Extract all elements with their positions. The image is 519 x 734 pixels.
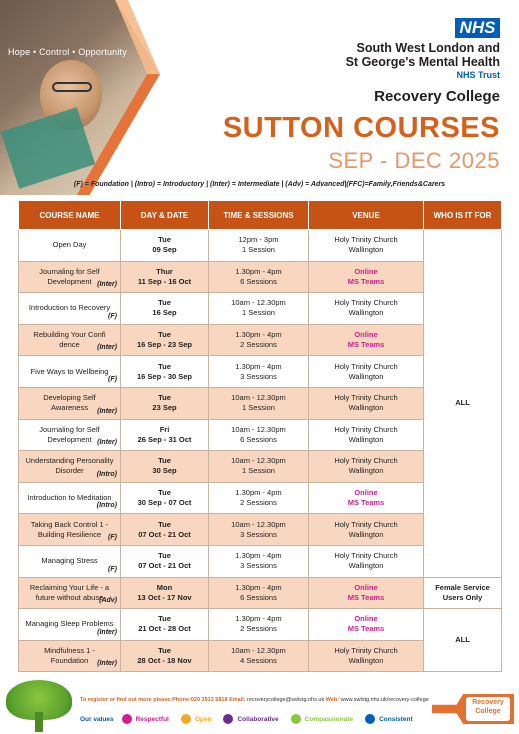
course-name-cell	[19, 514, 121, 546]
course-date: 16 Sep - 30 Sep	[136, 371, 193, 381]
column-header: COURSE NAME	[19, 201, 121, 230]
venue-line-1: Online	[354, 266, 378, 276]
audience-cell: Female Service Users Only	[424, 577, 502, 609]
venue-cell	[309, 356, 424, 388]
venue-line-2: Wallington	[348, 403, 384, 413]
venue-line-2: Wallington	[348, 561, 384, 571]
venue-cell	[309, 577, 424, 609]
course-name: Managing Sleep Problems	[25, 619, 114, 629]
value-item	[181, 714, 212, 724]
table-row	[19, 577, 502, 609]
venue-cell	[309, 419, 424, 451]
nhs-logo: NHS	[455, 18, 500, 38]
course-time: 1.30pm - 4pm	[235, 266, 282, 276]
venue-line-2: Wallington	[348, 245, 384, 255]
time-sessions-cell	[209, 324, 309, 356]
course-sessions: 1 Session	[242, 308, 275, 318]
value-icon	[122, 714, 132, 724]
course-sessions: 1 Session	[242, 403, 275, 413]
course-time: 10am - 12.30pm	[231, 519, 286, 529]
level-key: (F) = Foundation | (Intro) = Introductory | (Inter) = Intermediate | (Adv) = Advanced|(FFC)=Family,Friends&Carers	[73, 181, 446, 188]
audience-cell: ALL	[424, 609, 502, 672]
course-day: Mon	[156, 582, 173, 592]
course-name-cell	[19, 451, 121, 483]
day-date-cell	[121, 577, 209, 609]
web-label: Web:	[325, 697, 340, 703]
course-time: 1.30pm - 4pm	[235, 330, 282, 340]
course-time: 1.30pm - 4pm	[235, 582, 282, 592]
column-header: TIME & SESSIONS	[209, 201, 309, 230]
course-name-cell	[19, 609, 121, 641]
time-sessions-cell	[209, 514, 309, 546]
time-sessions-cell	[209, 261, 309, 293]
course-day: Tue	[158, 361, 171, 371]
venue-line-2: Wallington	[348, 529, 384, 539]
hero-glasses	[52, 82, 92, 92]
course-time: 1.30pm - 4pm	[235, 551, 282, 561]
values-row	[80, 714, 432, 724]
tree-trunk	[35, 712, 43, 732]
venue-line-2: Wallington	[348, 371, 384, 381]
venue-line-2: MS Teams	[347, 340, 385, 350]
day-date-cell	[121, 387, 209, 419]
venue-line-1: Holy Trinity Church	[334, 646, 398, 656]
course-name: Developing Self Awareness	[43, 393, 96, 413]
course-level: (F)	[108, 565, 117, 573]
venue-line-1: Online	[354, 488, 378, 498]
venue-cell	[309, 261, 424, 293]
venue-line-2: Wallington	[348, 466, 384, 476]
web-link[interactable]: www.swlstg.nhs.uk/recovery-college	[340, 697, 429, 703]
venue-cell	[309, 230, 424, 262]
course-sessions: 6 Sessions	[240, 592, 277, 602]
course-day: Tue	[158, 235, 171, 245]
table-row	[19, 609, 502, 641]
course-level: (Inter)	[97, 439, 117, 447]
course-name: Introduction to Recovery	[28, 303, 111, 313]
venue-line-1: Online	[354, 614, 378, 624]
day-date-cell	[121, 609, 209, 641]
course-date: 09 Sep	[152, 245, 177, 255]
day-date-cell	[121, 545, 209, 577]
course-date: 23 Sep	[152, 403, 177, 413]
course-time: 10am - 12.30pm	[231, 424, 286, 434]
course-name: Journaling for Self Development	[39, 424, 100, 444]
course-name-cell	[19, 261, 121, 293]
page-title: SUTTON COURSES	[222, 112, 500, 144]
venue-line-1: Holy Trinity Church	[334, 298, 398, 308]
course-day: Tue	[158, 393, 171, 403]
venue-line-2: MS Teams	[347, 592, 385, 602]
course-level: (Inter)	[97, 407, 117, 415]
course-level: (Inter)	[97, 628, 117, 636]
course-date: 26 Sep - 31 Oct	[137, 434, 192, 444]
venue-line-2: MS Teams	[347, 498, 385, 508]
value-item	[291, 714, 353, 724]
course-sessions: 1 Session	[242, 466, 275, 476]
day-date-cell	[121, 640, 209, 672]
venue-line-1: Holy Trinity Church	[334, 551, 398, 561]
course-level: (Inter)	[97, 344, 117, 352]
time-sessions-cell	[209, 545, 309, 577]
course-time: 10am - 12.30pm	[231, 298, 286, 308]
phone: Phone:020 3513 5818	[172, 697, 228, 703]
time-sessions-cell	[209, 577, 309, 609]
course-level: (Intro)	[96, 470, 117, 478]
course-sessions: 3 Sessions	[240, 561, 277, 571]
audience-cell: ALL	[424, 230, 502, 578]
value-label: Open	[194, 715, 212, 723]
course-sessions: 2 Sessions	[240, 624, 277, 634]
course-date: 30 Sep	[152, 466, 177, 476]
course-name-cell	[19, 545, 121, 577]
hero-tagline: Hope • Control • Opportunity	[8, 47, 127, 57]
venue-cell	[309, 514, 424, 546]
table-header-row	[19, 201, 502, 230]
course-name: Managing Stress	[41, 556, 98, 566]
venue-cell	[309, 609, 424, 641]
time-sessions-cell	[209, 356, 309, 388]
course-date: 11 Sep - 16 Oct	[137, 276, 192, 286]
course-name-cell	[19, 419, 121, 451]
column-header: VENUE	[309, 201, 424, 230]
course-level: (F)	[108, 375, 117, 383]
page-subtitle: SEP - DEC 2025	[328, 148, 500, 173]
venue-line-1: Holy Trinity Church	[334, 235, 398, 245]
trust-line-1: South West London and	[356, 41, 500, 55]
venue-line-1: Holy Trinity Church	[334, 456, 398, 466]
course-time: 10am - 12.30pm	[231, 393, 286, 403]
value-label: Consistent	[379, 715, 413, 723]
venue-line-1: Online	[354, 330, 378, 340]
course-time: 1.30pm - 4pm	[235, 614, 282, 624]
value-icon	[223, 714, 233, 724]
course-day: Tue	[158, 456, 171, 466]
course-name: Understanding Personality Disorder	[25, 456, 114, 476]
course-time: 10am - 12.30pm	[231, 456, 286, 466]
course-sessions: 3 Sessions	[240, 371, 277, 381]
value-label: Respectful	[135, 715, 169, 723]
venue-cell	[309, 293, 424, 325]
course-time: 1.30pm - 4pm	[235, 488, 282, 498]
value-item	[122, 714, 169, 724]
day-date-cell	[121, 261, 209, 293]
course-name-cell	[19, 482, 121, 514]
course-name-cell	[19, 577, 121, 609]
course-name: Reclaiming Your Life - a future without abuse	[29, 582, 110, 602]
trust-line-2: St George's Mental Health	[345, 55, 500, 69]
time-sessions-cell	[209, 230, 309, 262]
day-date-cell	[121, 482, 209, 514]
day-date-cell	[121, 419, 209, 451]
value-item	[365, 714, 413, 724]
course-day: Thur	[156, 266, 173, 276]
courses-table	[18, 200, 502, 672]
course-day: Tue	[158, 330, 171, 340]
course-sessions: 6 Sessions	[240, 434, 277, 444]
venue-cell	[309, 451, 424, 483]
day-date-cell	[121, 356, 209, 388]
course-level: (F)	[108, 533, 117, 541]
course-level: (F)	[108, 312, 117, 320]
course-name-cell	[19, 293, 121, 325]
course-sessions: 2 Sessions	[240, 498, 277, 508]
course-name: Mindfulness 1 - Foundation	[44, 646, 95, 666]
venue-line-2: Wallington	[348, 308, 384, 318]
recovery-college-badge	[432, 694, 514, 724]
trust-line-3: NHS Trust	[456, 70, 500, 80]
venue-line-1: Holy Trinity Church	[334, 393, 398, 403]
course-sessions: 6 Sessions	[240, 276, 277, 286]
course-day: Tue	[158, 551, 171, 561]
course-name-cell	[19, 356, 121, 388]
value-item	[223, 714, 278, 724]
time-sessions-cell	[209, 482, 309, 514]
course-sessions: 1 Session	[242, 245, 275, 255]
course-day: Tue	[158, 298, 171, 308]
time-sessions-cell	[209, 609, 309, 641]
course-name-cell	[19, 230, 121, 262]
day-date-cell	[121, 451, 209, 483]
course-sessions: 4 Sessions	[240, 656, 277, 666]
column-header: DAY & DATE	[121, 201, 209, 230]
course-day: Tue	[158, 614, 171, 624]
course-date: 16 Sep	[152, 308, 177, 318]
hero-image	[0, 0, 160, 195]
time-sessions-cell	[209, 387, 309, 419]
course-time: 10am - 12.30pm	[231, 646, 286, 656]
course-level: (Intro)	[96, 502, 117, 510]
course-level: (Adv)	[99, 597, 117, 605]
venue-line-1: Holy Trinity Church	[334, 424, 398, 434]
course-name: Open Day	[52, 240, 87, 250]
email-label: Email:	[229, 697, 246, 703]
time-sessions-cell	[209, 419, 309, 451]
course-name: Journaling for Self Development	[39, 266, 100, 286]
course-date: 16 Sep - 23 Sep	[136, 340, 193, 350]
day-date-cell	[121, 514, 209, 546]
venue-cell	[309, 387, 424, 419]
day-date-cell	[121, 324, 209, 356]
venue-line-1: Holy Trinity Church	[334, 519, 398, 529]
venue-line-1: Online	[354, 582, 378, 592]
tree-logo	[6, 680, 72, 732]
time-sessions-cell	[209, 640, 309, 672]
time-sessions-cell	[209, 293, 309, 325]
course-name-cell	[19, 324, 121, 356]
venue-line-2: MS Teams	[347, 276, 385, 286]
column-header: WHO IS IT FOR	[424, 201, 502, 230]
value-label: Collaborative	[237, 715, 279, 723]
course-date: 07 Oct - 21 Oct	[138, 561, 191, 571]
course-name-cell	[19, 640, 121, 672]
course-date: 28 Oct - 18 Nov	[137, 656, 192, 666]
course-level: (Inter)	[97, 660, 117, 668]
course-level: (Inter)	[97, 281, 117, 289]
venue-cell	[309, 482, 424, 514]
venue-line-2: MS Teams	[347, 624, 385, 634]
our-values-label: Our values	[80, 715, 114, 723]
course-time: 1.30pm - 4pm	[235, 361, 282, 371]
venue-cell	[309, 545, 424, 577]
trust-name	[346, 41, 500, 81]
day-date-cell	[121, 293, 209, 325]
course-name: Taking Back Control 1 - Building Resilience	[30, 519, 109, 539]
badge-line-1: Recovery	[472, 699, 504, 706]
venue-line-2: Wallington	[348, 656, 384, 666]
contact-line	[80, 697, 429, 703]
table-row	[19, 230, 502, 262]
course-date: 13 Oct - 17 Nov	[137, 592, 192, 602]
venue-cell	[309, 324, 424, 356]
day-date-cell	[121, 230, 209, 262]
course-sessions: 2 Sessions	[240, 340, 277, 350]
course-name: Introduction to Meditation	[27, 493, 112, 503]
course-date: 30 Sep - 07 Oct	[137, 498, 192, 508]
course-time: 12pm - 3pm	[238, 235, 279, 245]
course-date: 21 Oct - 28 Oct	[138, 624, 191, 634]
course-day: Tue	[158, 488, 171, 498]
course-day: Tue	[158, 519, 171, 529]
course-name-cell	[19, 387, 121, 419]
course-day: Fri	[159, 424, 170, 434]
venue-line-2: Wallington	[348, 434, 384, 444]
college-name: Recovery College	[374, 88, 500, 105]
register-label: To register or find out more please:	[80, 697, 173, 703]
email-link[interactable]: recoverycollege@swlstg.nhs.uk	[247, 697, 325, 703]
value-label: Compassionate	[304, 715, 354, 723]
course-sessions: 3 Sessions	[240, 529, 277, 539]
time-sessions-cell	[209, 451, 309, 483]
value-icon	[365, 714, 375, 724]
value-icon	[181, 714, 191, 724]
course-name: Five Ways to Wellbeing	[30, 366, 109, 376]
venue-line-1: Holy Trinity Church	[334, 361, 398, 371]
value-icon	[291, 714, 301, 724]
course-name: Rebuilding Your Confi dence	[33, 330, 106, 350]
course-date: 07 Oct - 21 Oct	[138, 529, 191, 539]
badge-line-2: College	[475, 708, 501, 715]
course-day: Tue	[158, 646, 171, 656]
venue-cell	[309, 640, 424, 672]
